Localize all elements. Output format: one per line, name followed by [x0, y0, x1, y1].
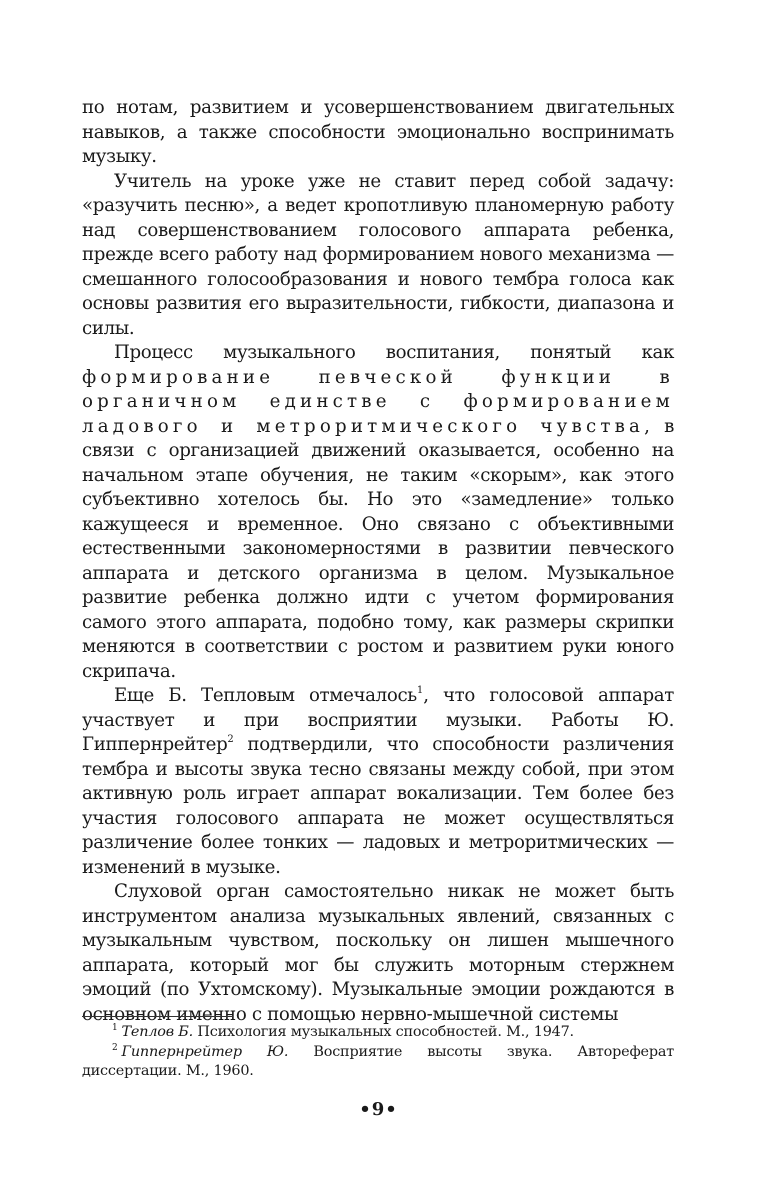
footnote-mark-1: 1 — [112, 1023, 118, 1033]
footnote-1 — [82, 1023, 674, 1043]
page-number: •9• — [359, 1099, 398, 1120]
paragraph-1: по нотам, развитием и усовершенствованием двигательных навыков, а также способности эмоционально воспринимать музыку. — [82, 97, 674, 167]
footnote-2 — [82, 1043, 674, 1082]
paragraph-3-emphasis: формирование певческой функции в органичном единстве с формированием ладового и метроритмического чувства — [82, 366, 674, 437]
paragraph-4-part-b: , что голосовой аппарат участвует и при восприятии музыки. Работы Ю. Гиппернрейтер — [82, 685, 674, 755]
paragraph-4-part-c: подтвердили, что способности различения тембра и высоты звука тесно связаны между собой, при этом активную роль играет аппарат вокализации. Тем более без участия голосового аппарата не может осуществляться различение более тонких — ладовых и метроритмических — изменений в музыке. — [82, 734, 674, 878]
paragraph-4 — [82, 684, 674, 880]
paragraph-5: Слуховой орган самостоятельно никак не может быть инструментом анализа музыкальных явлений, связанных с музыкальным чувством, поскольку он лишен мышечного аппарата, который мог бы служить моторным стержнем эмоций (по Ухтомскому). Музыкальные эмоции рождаются в основном именно с помощью нервно-мышечной системы — [82, 881, 674, 1025]
footnote-divider — [82, 1016, 233, 1017]
footnote-author-2: Гиппернрейтер Ю. — [121, 1043, 289, 1060]
page-body — [82, 96, 674, 1027]
footnote-text-2: Восприятие высоты звука. Автореферат диссертации. М., 1960. — [82, 1043, 674, 1079]
footnotes — [82, 1023, 674, 1082]
paragraph-2: Учитель на уроке уже не ставит перед собой задачу: «разучить песню», а ведет кропотливую планомерную работу над совершенствованием голосового аппарата ребенка, прежде всего работу над формированием нового механизма — смешанного голосообразования и нового тембра голоса как основы развития его выразительности, гибкости, диапазона и силы. — [82, 170, 674, 339]
paragraph-3-lead: Процесс музыкального воспитания, понятый как — [114, 342, 674, 363]
footnote-author-1: Теплов Б. — [121, 1024, 194, 1040]
paragraph-3 — [82, 341, 674, 684]
footnote-ref-1: 1 — [416, 685, 424, 696]
footnote-ref-2: 2 — [227, 734, 234, 745]
footnote-text-1: Психология музыкальных способностей. М., 1947. — [193, 1024, 574, 1040]
paragraph-3-rest: , в связи с организацией движений оказывается, особенно на начальном этапе обучения, не таким «скорым», как этого субъективно хотелось бы. Но это «замедление» только кажущееся и временное. Оно связано с объективными естественными закономерностями в развитии певческого аппарата и детского организма в целом. Музыкальное развитие ребенка должно идти с учетом формирования самого этого аппарата, подобно тому, как размеры скрипки меняются в соответствии с ростом и развитием руки юного скрипача. — [82, 415, 674, 682]
footnote-mark-2: 2 — [112, 1042, 118, 1053]
paragraph-4-part-a: Еще Б. Тепловым отмечалось — [114, 685, 417, 706]
